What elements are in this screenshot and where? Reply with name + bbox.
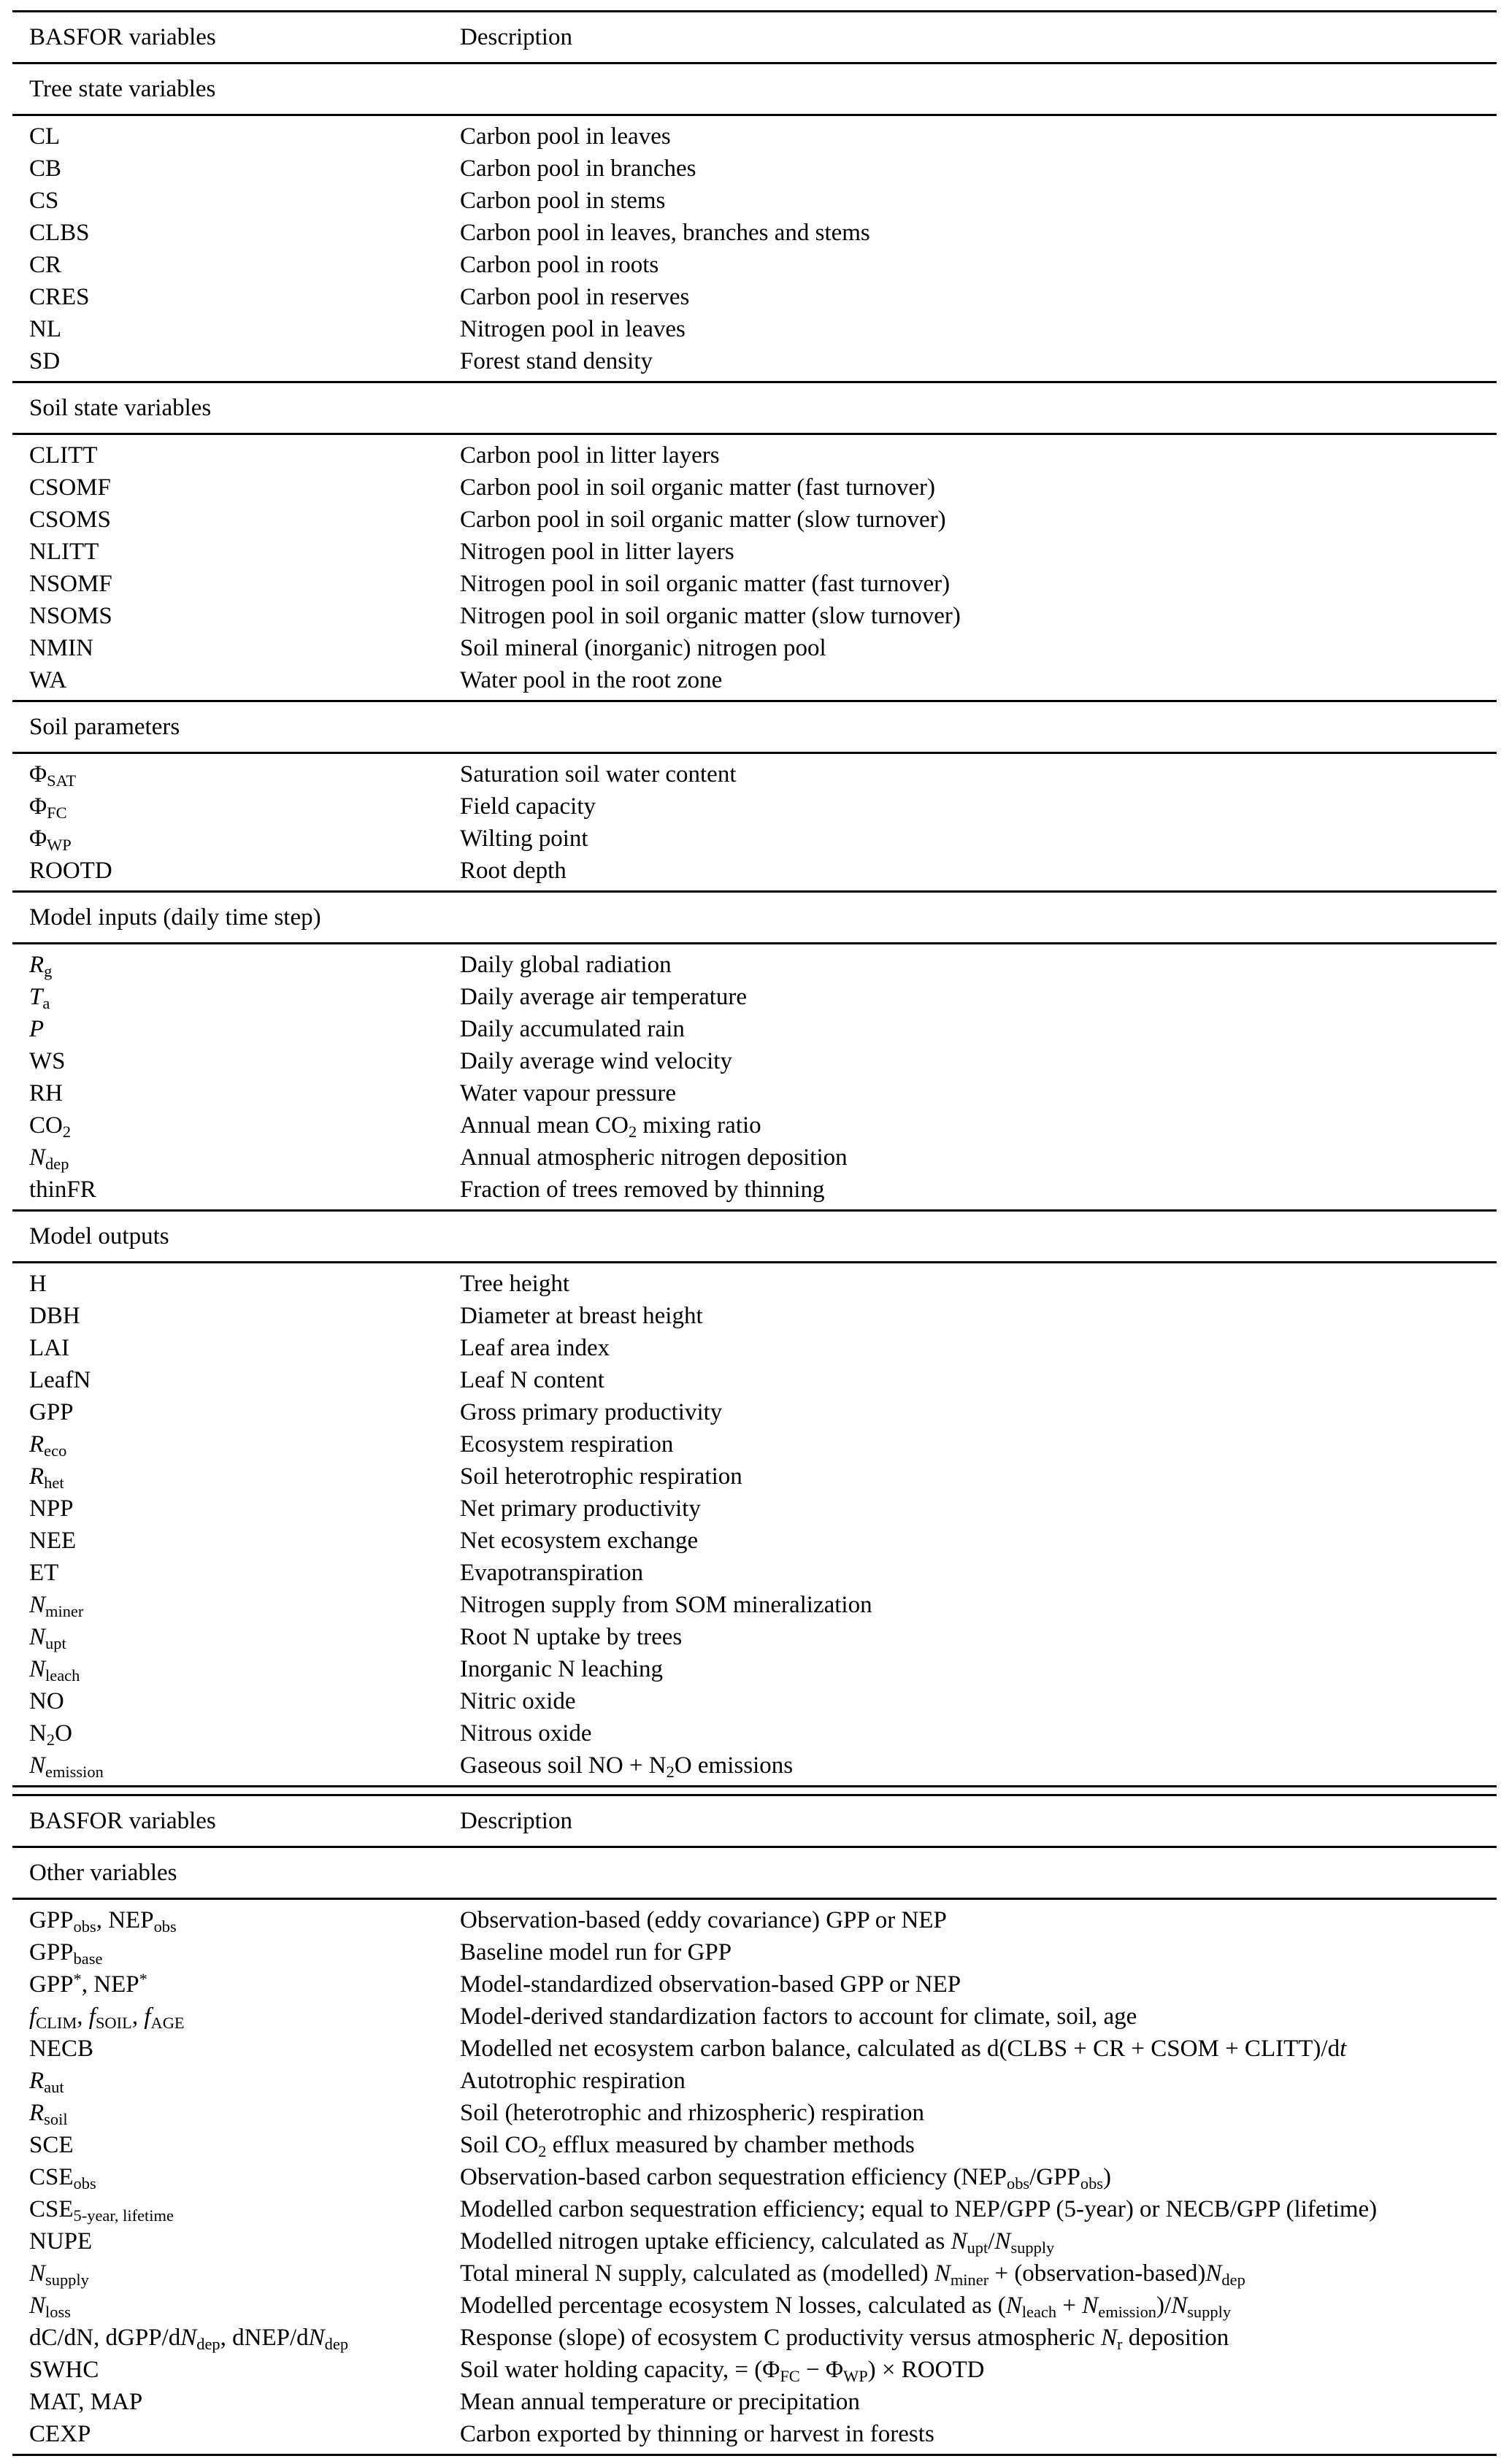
table-row: [12, 153, 1497, 185]
description-cell: Soil water holding capacity, = $(\Phi_{FC} - \Phi_{WP})$ × ROOTD: [460, 2357, 985, 2386]
variable-cell: GPP*, NEP*: [29, 1969, 147, 1998]
variable-cell: SCE: [29, 2132, 74, 2158]
description-cell: Daily average air temperature: [460, 984, 748, 1010]
table-row: [12, 504, 1497, 536]
table-row: [12, 1749, 1497, 1782]
description-cell: Modelled net ecosystem carbon balance, calculated as d(CLBS + CR + CSOM + CLITT)/dt: [460, 2036, 1347, 2062]
variable-cell: WS: [29, 1048, 66, 1074]
table-row: [12, 1013, 1497, 1045]
description-cell: Ecosystem respiration: [460, 1431, 674, 1458]
table-row: [12, 2354, 1497, 2386]
table-row: [12, 1493, 1497, 1525]
section-title: Other variables: [29, 1859, 177, 1886]
variable-cell: NEE: [29, 1528, 77, 1554]
description-cell: Mean annual temperature or precipitation: [460, 2389, 860, 2415]
section-title-row: [12, 1212, 1497, 1261]
variable-cell: CL: [29, 123, 61, 150]
table-row: [12, 1141, 1497, 1174]
description-cell: Daily global radiation: [460, 952, 672, 978]
description-cell: Annual atmospheric nitrogen deposition: [460, 1144, 848, 1171]
variable-cell: $R_{soil}$: [29, 2100, 68, 2129]
table-row: [12, 1300, 1497, 1332]
variable-cell: $R_g$: [29, 952, 53, 981]
description-cell: Carbon pool in soil organic matter (fast turnover): [460, 474, 935, 501]
variable-cell: LAI: [29, 1335, 69, 1361]
variable-cell: MAT, MAP: [29, 2389, 143, 2415]
description-cell: Autotrophic respiration: [460, 2068, 686, 2094]
table-row: [12, 1717, 1497, 1749]
variable-cell: ROOTD: [29, 858, 112, 884]
variable-cell: RH: [29, 1080, 63, 1106]
variable-cell: WA: [29, 667, 67, 693]
table-row: [12, 1364, 1497, 1396]
table-row: [12, 345, 1497, 377]
variable-cell: CLITT: [29, 442, 98, 469]
description-cell: Observation-based carbon sequestration efficiency $(NEP_{obs}/GPP_{obs})$: [460, 2164, 1112, 2193]
variable-cell: NSOMS: [29, 603, 112, 629]
section-title: Model outputs: [29, 1223, 169, 1250]
variable-cell: CSOMS: [29, 507, 111, 533]
variable-cell: NSOMF: [29, 571, 112, 597]
table-row: [12, 2129, 1497, 2161]
horizontal-rule: [12, 2454, 1497, 2456]
section-title-row: [12, 702, 1497, 752]
description-cell: Carbon pool in branches: [460, 155, 696, 182]
table-row: [12, 1174, 1497, 1206]
description-cell: Gross primary productivity: [460, 1399, 723, 1425]
description-cell: Soil mineral (inorganic) nitrogen pool: [460, 635, 826, 661]
description-cell: Saturation soil water content: [460, 761, 737, 788]
table-row: [12, 1428, 1497, 1460]
variable-cell: $N_{loss}$: [29, 2292, 71, 2322]
table-row: [12, 1396, 1497, 1428]
variable-cell: $CSE_{obs}$: [29, 2164, 96, 2193]
variable-cell: dC/dN, dGPP/$dN_{dep}$, dNEP/$dN_{dep}$: [29, 2325, 349, 2354]
table-row: [12, 185, 1497, 217]
description-cell: Carbon pool in reserves: [460, 284, 690, 310]
description-cell: Root N uptake by trees: [460, 1624, 683, 1650]
description-cell: Gaseous soil NO + $N_2O$ emissions: [460, 1752, 794, 1782]
basfor-variables-table-part1: [12, 10, 1497, 1787]
variable-cell: $N_{miner}$: [29, 1592, 84, 1621]
table-row: [12, 1268, 1497, 1300]
description-cell: Total mineral N supply, calculated as (modelled) $N_{miner}$ + $(observation-based)N_{dep}$: [460, 2260, 1245, 2290]
table-row: [12, 1077, 1497, 1109]
description-cell: Evapotranspiration: [460, 1560, 644, 1586]
section-title: Tree state variables: [29, 75, 216, 102]
variable-cell: $GPP_{base}$: [29, 1939, 103, 1968]
column-header-variables: BASFOR variables: [29, 23, 216, 50]
table-row: [12, 855, 1497, 887]
variable-cell: $CO_2$: [29, 1112, 72, 1141]
table-row: [12, 1936, 1497, 1968]
description-cell: Soil (heterotrophic and rhizospheric) respiration: [460, 2100, 924, 2126]
table-row: [12, 1589, 1497, 1621]
table-header-row: [12, 12, 1497, 62]
table-row: [12, 1525, 1497, 1557]
description-cell: Baseline model run for GPP: [460, 1939, 732, 1966]
table-row: [12, 2065, 1497, 2097]
variable-cell: CLBS: [29, 220, 90, 246]
table-row: [12, 2386, 1497, 2418]
variable-cell: $\Phi_{FC}$: [29, 793, 67, 823]
variable-cell: $N_2O$: [29, 1720, 72, 1749]
variable-cell: CS: [29, 188, 59, 214]
description-cell: Modelled nitrogen uptake efficiency, calculated as $N_{upt}/N_{supply}$: [460, 2228, 1055, 2257]
variable-cell: P: [29, 1016, 45, 1042]
table-row: [12, 981, 1497, 1013]
variable-cell: NPP: [29, 1495, 74, 1522]
table-row: [12, 313, 1497, 345]
table-row: [12, 1621, 1497, 1653]
variable-cell: $R_{eco}$: [29, 1431, 67, 1460]
variable-cell: SD: [29, 348, 61, 374]
variable-cell: NMIN: [29, 635, 93, 661]
description-cell: Carbon pool in stems: [460, 188, 666, 214]
section-title: Soil parameters: [29, 713, 180, 740]
description-cell: Tree height: [460, 1271, 570, 1297]
variable-cell: $N_{upt}$: [29, 1624, 66, 1653]
table-row: [12, 471, 1497, 504]
table-row: [12, 758, 1497, 790]
table-row: [12, 632, 1497, 664]
table-row: [12, 2225, 1497, 2257]
table-row: [12, 1332, 1497, 1364]
description-cell: Nitric oxide: [460, 1688, 576, 1714]
description-cell: Modelled carbon sequestration efficiency; equal to NEP/GPP (5-year) or NECB/GPP (lifetime): [460, 2196, 1378, 2222]
section-title-row: [12, 64, 1497, 114]
table-row: [12, 2290, 1497, 2322]
section-rows: [12, 1263, 1497, 1785]
variable-cell: CSOMF: [29, 474, 111, 501]
variable-cell: CEXP: [29, 2421, 91, 2447]
column-header-description: Description: [460, 1807, 572, 1834]
variable-cell: NL: [29, 316, 61, 342]
table-row: [12, 1904, 1497, 1936]
description-cell: Net ecosystem exchange: [460, 1528, 699, 1554]
table-row: [12, 1685, 1497, 1717]
variable-cell: CRES: [29, 284, 90, 310]
description-cell: Inorganic N leaching: [460, 1656, 663, 1682]
description-cell: Daily average wind velocity: [460, 1048, 732, 1074]
variable-cell: $R_{aut}$: [29, 2068, 64, 2097]
table-row: [12, 2001, 1497, 2033]
description-cell: Soil $CO_2$ efflux measured by chamber methods: [460, 2132, 915, 2161]
description-cell: Field capacity: [460, 793, 596, 820]
table-row: [12, 281, 1497, 313]
variable-cell: H: [29, 1271, 47, 1297]
description-cell: Modelled percentage ecosystem N losses, calculated as $(N_{leach} + N_{emission})/N_{supply}$: [460, 2292, 1232, 2322]
table-row: [12, 949, 1497, 981]
description-cell: Observation-based (eddy covariance) GPP or NEP: [460, 1907, 947, 1933]
table-row: [12, 664, 1497, 696]
description-cell: Leaf N content: [460, 1367, 604, 1393]
description-cell: Leaf area index: [460, 1335, 610, 1361]
table-row: [12, 1968, 1497, 2001]
table-row: [12, 1109, 1497, 1141]
description-cell: Carbon pool in litter layers: [460, 442, 720, 469]
description-cell: Carbon pool in roots: [460, 252, 659, 278]
variable-cell: $N_{emission}$: [29, 1752, 104, 1782]
description-cell: Carbon pool in soil organic matter (slow turnover): [460, 507, 946, 533]
description-cell: Model-standardized observation-based GPP or NEP: [460, 1971, 961, 1998]
table-row: [12, 823, 1497, 855]
description-cell: Carbon exported by thinning or harvest in forests: [460, 2421, 934, 2447]
table-row: [12, 790, 1497, 823]
variable-cell: GPP: [29, 1399, 74, 1425]
table-row: [12, 217, 1497, 249]
table-row: [12, 536, 1497, 568]
description-cell: Daily accumulated rain: [460, 1016, 685, 1042]
table-separator-gap: [12, 1787, 1497, 1794]
section-title: Model inputs (daily time step): [29, 904, 321, 931]
description-cell: Soil heterotrophic respiration: [460, 1463, 742, 1490]
variable-cell: thinFR: [29, 1177, 96, 1203]
variable-cell: LeafN: [29, 1367, 91, 1393]
section-rows: [12, 754, 1497, 890]
description-cell: Forest stand density: [460, 348, 653, 374]
description-cell: Annual mean $CO_2$ mixing ratio: [460, 1112, 761, 1141]
variable-cell: $N_{supply}$: [29, 2260, 89, 2290]
table-row: [12, 1045, 1497, 1077]
section-title-row: [12, 893, 1497, 942]
variable-cell: NLITT: [29, 539, 99, 565]
section-rows: [12, 116, 1497, 381]
variable-cell: CB: [29, 155, 62, 182]
variable-cell: NO: [29, 1688, 64, 1714]
table-row: [12, 2193, 1497, 2225]
description-cell: Nitrogen pool in soil organic matter (slow turnover): [460, 603, 961, 629]
description-cell: Nitrous oxide: [460, 1720, 592, 1747]
table-row: [12, 2257, 1497, 2290]
description-cell: Nitrogen pool in leaves: [460, 316, 686, 342]
table-row: [12, 2097, 1497, 2129]
description-cell: Model-derived standardization factors to account for climate, soil, age: [460, 2003, 1137, 2030]
section-rows: [12, 944, 1497, 1209]
column-header-description: Description: [460, 23, 572, 50]
table-row: [12, 1460, 1497, 1493]
section-rows: [12, 1900, 1497, 2454]
variable-cell: ET: [29, 1560, 59, 1586]
variable-cell: $T_a$: [29, 984, 50, 1013]
variable-cell: $N_{leach}$: [29, 1656, 80, 1685]
description-cell: Fraction of trees removed by thinning: [460, 1177, 825, 1203]
table-row: [12, 2322, 1497, 2354]
section-title-row: [12, 383, 1497, 433]
variable-cell: $f_{CLIM}$, $f_{SOIL}$, $f_{AGE}$: [29, 2003, 185, 2033]
description-cell: Carbon pool in leaves: [460, 123, 671, 150]
description-cell: Response (slope) of ecosystem C productivity versus atmospheric $N_r$ deposition: [460, 2325, 1229, 2354]
description-cell: Nitrogen pool in litter layers: [460, 539, 734, 565]
variable-cell: $\Phi_{WP}$: [29, 825, 72, 855]
table-row: [12, 2033, 1497, 2065]
table-row: [12, 1653, 1497, 1685]
description-cell: Water pool in the root zone: [460, 667, 723, 693]
description-cell: Carbon pool in leaves, branches and stems: [460, 220, 870, 246]
basfor-variables-table-part2: [12, 1794, 1497, 2456]
description-cell: Diameter at breast height: [460, 1303, 703, 1329]
column-header-variables: BASFOR variables: [29, 1807, 216, 1834]
description-cell: Wilting point: [460, 825, 588, 852]
description-cell: Nitrogen pool in soil organic matter (fast turnover): [460, 571, 951, 597]
table-row: [12, 1557, 1497, 1589]
description-cell: Water vapour pressure: [460, 1080, 677, 1106]
variable-cell: $GPP_{obs}$, $NEP_{obs}$: [29, 1907, 177, 1936]
variable-cell: NUPE: [29, 2228, 93, 2255]
variable-cell: NECB: [29, 2036, 94, 2062]
section-title-row: [12, 1848, 1497, 1898]
variable-cell: $R_{het}$: [29, 1463, 64, 1493]
table-row: [12, 568, 1497, 600]
variable-cell: $\Phi_{SAT}$: [29, 761, 77, 790]
table-header-row: [12, 1796, 1497, 1846]
table-row: [12, 120, 1497, 153]
variable-cell: $N_{dep}$: [29, 1144, 69, 1174]
table-row: [12, 2161, 1497, 2193]
section-title: Soil state variables: [29, 394, 212, 421]
description-cell: Nitrogen supply from SOM mineralization: [460, 1592, 872, 1618]
description-cell: Net primary productivity: [460, 1495, 701, 1522]
table-row: [12, 249, 1497, 281]
variable-cell: $CSE_{5-year, lifetime}$: [29, 2196, 174, 2225]
description-cell: Root depth: [460, 858, 567, 884]
variable-cell: SWHC: [29, 2357, 99, 2383]
table-row: [12, 2418, 1497, 2450]
variable-cell: DBH: [29, 1303, 80, 1329]
table-row: [12, 600, 1497, 632]
variable-cell: CR: [29, 252, 62, 278]
section-rows: [12, 435, 1497, 700]
table-row: [12, 439, 1497, 471]
